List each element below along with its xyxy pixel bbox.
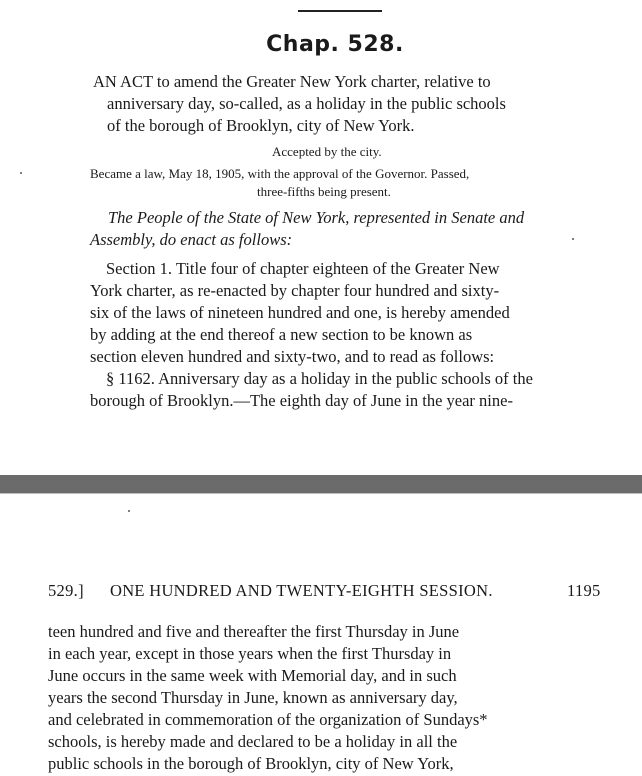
became-law-line-1: Became a law, May 18, 1905, with the approval of the Governor. Passed, bbox=[90, 166, 470, 181]
section-line-3: six of the laws of nineteen hundred and one, is hereby amended bbox=[90, 303, 510, 322]
body-line-5: and celebrated in commemoration of the organization of Sundays* bbox=[48, 710, 488, 729]
subsection-line-1: § 1162. Anniversary day as a holiday in the public schools of the bbox=[106, 369, 533, 388]
body-line-2: in each year, except in those years when the first Thursday in bbox=[48, 644, 452, 663]
section-line-1: Section 1. Title four of chapter eighteen of the Greater New bbox=[106, 259, 500, 278]
body-line-1: teen hundred and five and thereafter the first Thursday in June bbox=[48, 622, 460, 641]
act-title-line-2: anniversary day, so-called, as a holiday in the public schools bbox=[107, 94, 506, 113]
section-line-5: section eleven hundred and sixty-two, and to read as follows: bbox=[90, 347, 495, 366]
print-speck bbox=[20, 172, 22, 174]
section-line-2: York charter, as re-enacted by chapter four hundred and sixty- bbox=[90, 281, 500, 300]
print-speck bbox=[128, 510, 130, 512]
enacting-clause-line-2: Assembly, do enact as follows: bbox=[90, 230, 293, 249]
act-title-line-1: AN ACT to amend the Greater New York charter, relative to bbox=[93, 72, 491, 91]
subsection-line-2: borough of Brooklyn.—The eighth day of June in the year nine- bbox=[90, 391, 513, 410]
became-law-line-2: three-fifths being present. bbox=[257, 184, 391, 199]
page-number: 1195 bbox=[567, 581, 601, 600]
body-line-7: public schools in the borough of Brooklyn, city of New York, bbox=[48, 754, 454, 773]
top-rule bbox=[298, 10, 382, 12]
body-line-4: years the second Thursday in June, known as anniversary day, bbox=[48, 688, 458, 707]
header-left: 529.] bbox=[48, 581, 84, 600]
running-header: ONE HUNDRED AND TWENTY-EIGHTH SESSION. bbox=[110, 581, 493, 600]
body-line-6: schools, is hereby made and declared to be a holiday in all the bbox=[48, 732, 458, 751]
act-title-line-3: of the borough of Brooklyn, city of New York. bbox=[107, 116, 415, 135]
section-line-4: by adding at the end thereof a new section to be known as bbox=[90, 325, 473, 344]
chapter-title: Chap. 528. bbox=[266, 32, 404, 57]
page-gutter bbox=[0, 475, 642, 493]
page-gutter-edge bbox=[0, 493, 642, 494]
enacting-clause-line-1: The People of the State of New York, represented in Senate and bbox=[108, 208, 525, 227]
print-speck bbox=[572, 238, 574, 240]
accepted-note: Accepted by the city. bbox=[272, 144, 382, 159]
body-line-3: June occurs in the same week with Memorial day, and in such bbox=[48, 666, 457, 685]
